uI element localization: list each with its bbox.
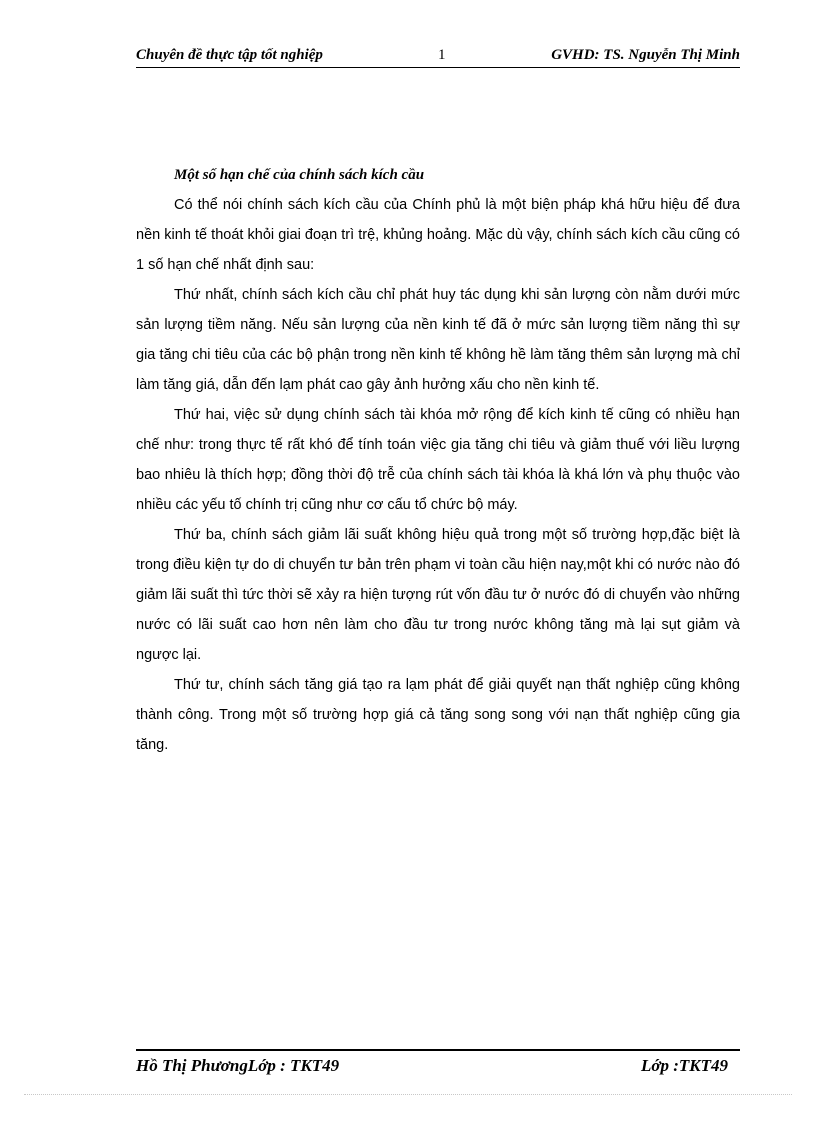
footer-rule: [136, 1049, 740, 1051]
page-footer: [136, 1056, 740, 1078]
paragraph: Có thể nói chính sách kích cầu của Chính phủ là một biện pháp khá hữu hiệu để đưa nền kinh tế thoát khỏi giai đoạn trì trệ, khủng hoảng. Mặc dù vậy, chính sách kích cầu cũng có 1 số hạn chế nhất định sau:: [136, 197, 740, 273]
document-body: [136, 160, 740, 760]
header-rule: [136, 67, 740, 68]
section-title: Một số hạn chế của chính sách kích cầu: [174, 167, 425, 183]
header-right-text: GVHD: TS. Nguyễn Thị Minh: [551, 47, 740, 63]
paragraph: Thứ hai, việc sử dụng chính sách tài khóa mở rộng để kích kinh tế cũng có nhiều hạn chế như: trong thực tế rất khó để tính toán việc gia tăng chi tiêu và giảm thuế với liều lượng bao nhiêu là thích hợp; đồng thời độ trễ của chính sách tài khóa là khá lớn và phụ thuộc vào nhiều các yếu tố chính trị cũng như cơ cấu tổ chức bộ máy.: [136, 407, 740, 513]
header-left-text: Chuyên đề thực tập tốt nghiệp: [136, 47, 323, 63]
page-bottom-dotted-line: [24, 1094, 792, 1095]
page-header: [136, 47, 740, 67]
paragraph: Thứ tư, chính sách tăng giá tạo ra lạm phát để giải quyết nạn thất nghiệp cũng không thành công. Trong một số trường hợp giá cả tăng song song với nạn thất nghiệp cũng gia tăng.: [136, 677, 740, 753]
footer-right-text: Lớp :TKT49: [640, 1056, 728, 1075]
footer-left-text: Hồ Thị PhươngLớp : TKT49: [136, 1056, 340, 1075]
header-page-number: 1: [438, 47, 446, 63]
paragraph: Thứ ba, chính sách giảm lãi suất không hiệu quả trong một số trường hợp,đặc biệt là trong điều kiện tự do di chuyển tư bản trên phạm vi toàn cầu hiện nay,một khi có nước nào đó giảm lãi suất thì tức thời sẽ xảy ra hiện tượng rút vốn đầu tư ở nước đó di chuyển vào những nước có lãi suất cao hơn nên làm cho đầu tư trong nước không tăng mà lại sụt giảm và ngược lại.: [136, 527, 740, 663]
paragraph: Thứ nhất, chính sách kích cầu chỉ phát huy tác dụng khi sản lượng còn nằm dưới mức sản lượng tiềm năng. Nếu sản lượng của nền kinh tế đã ở mức sản lượng tiềm năng thì sự gia tăng chi tiêu của các bộ phận trong nền kinh tế không hề làm tăng thêm sản lượng mà chỉ làm tăng giá, dẫn đến lạm phát cao gây ảnh hưởng xấu cho nền kinh tế.: [136, 287, 740, 393]
